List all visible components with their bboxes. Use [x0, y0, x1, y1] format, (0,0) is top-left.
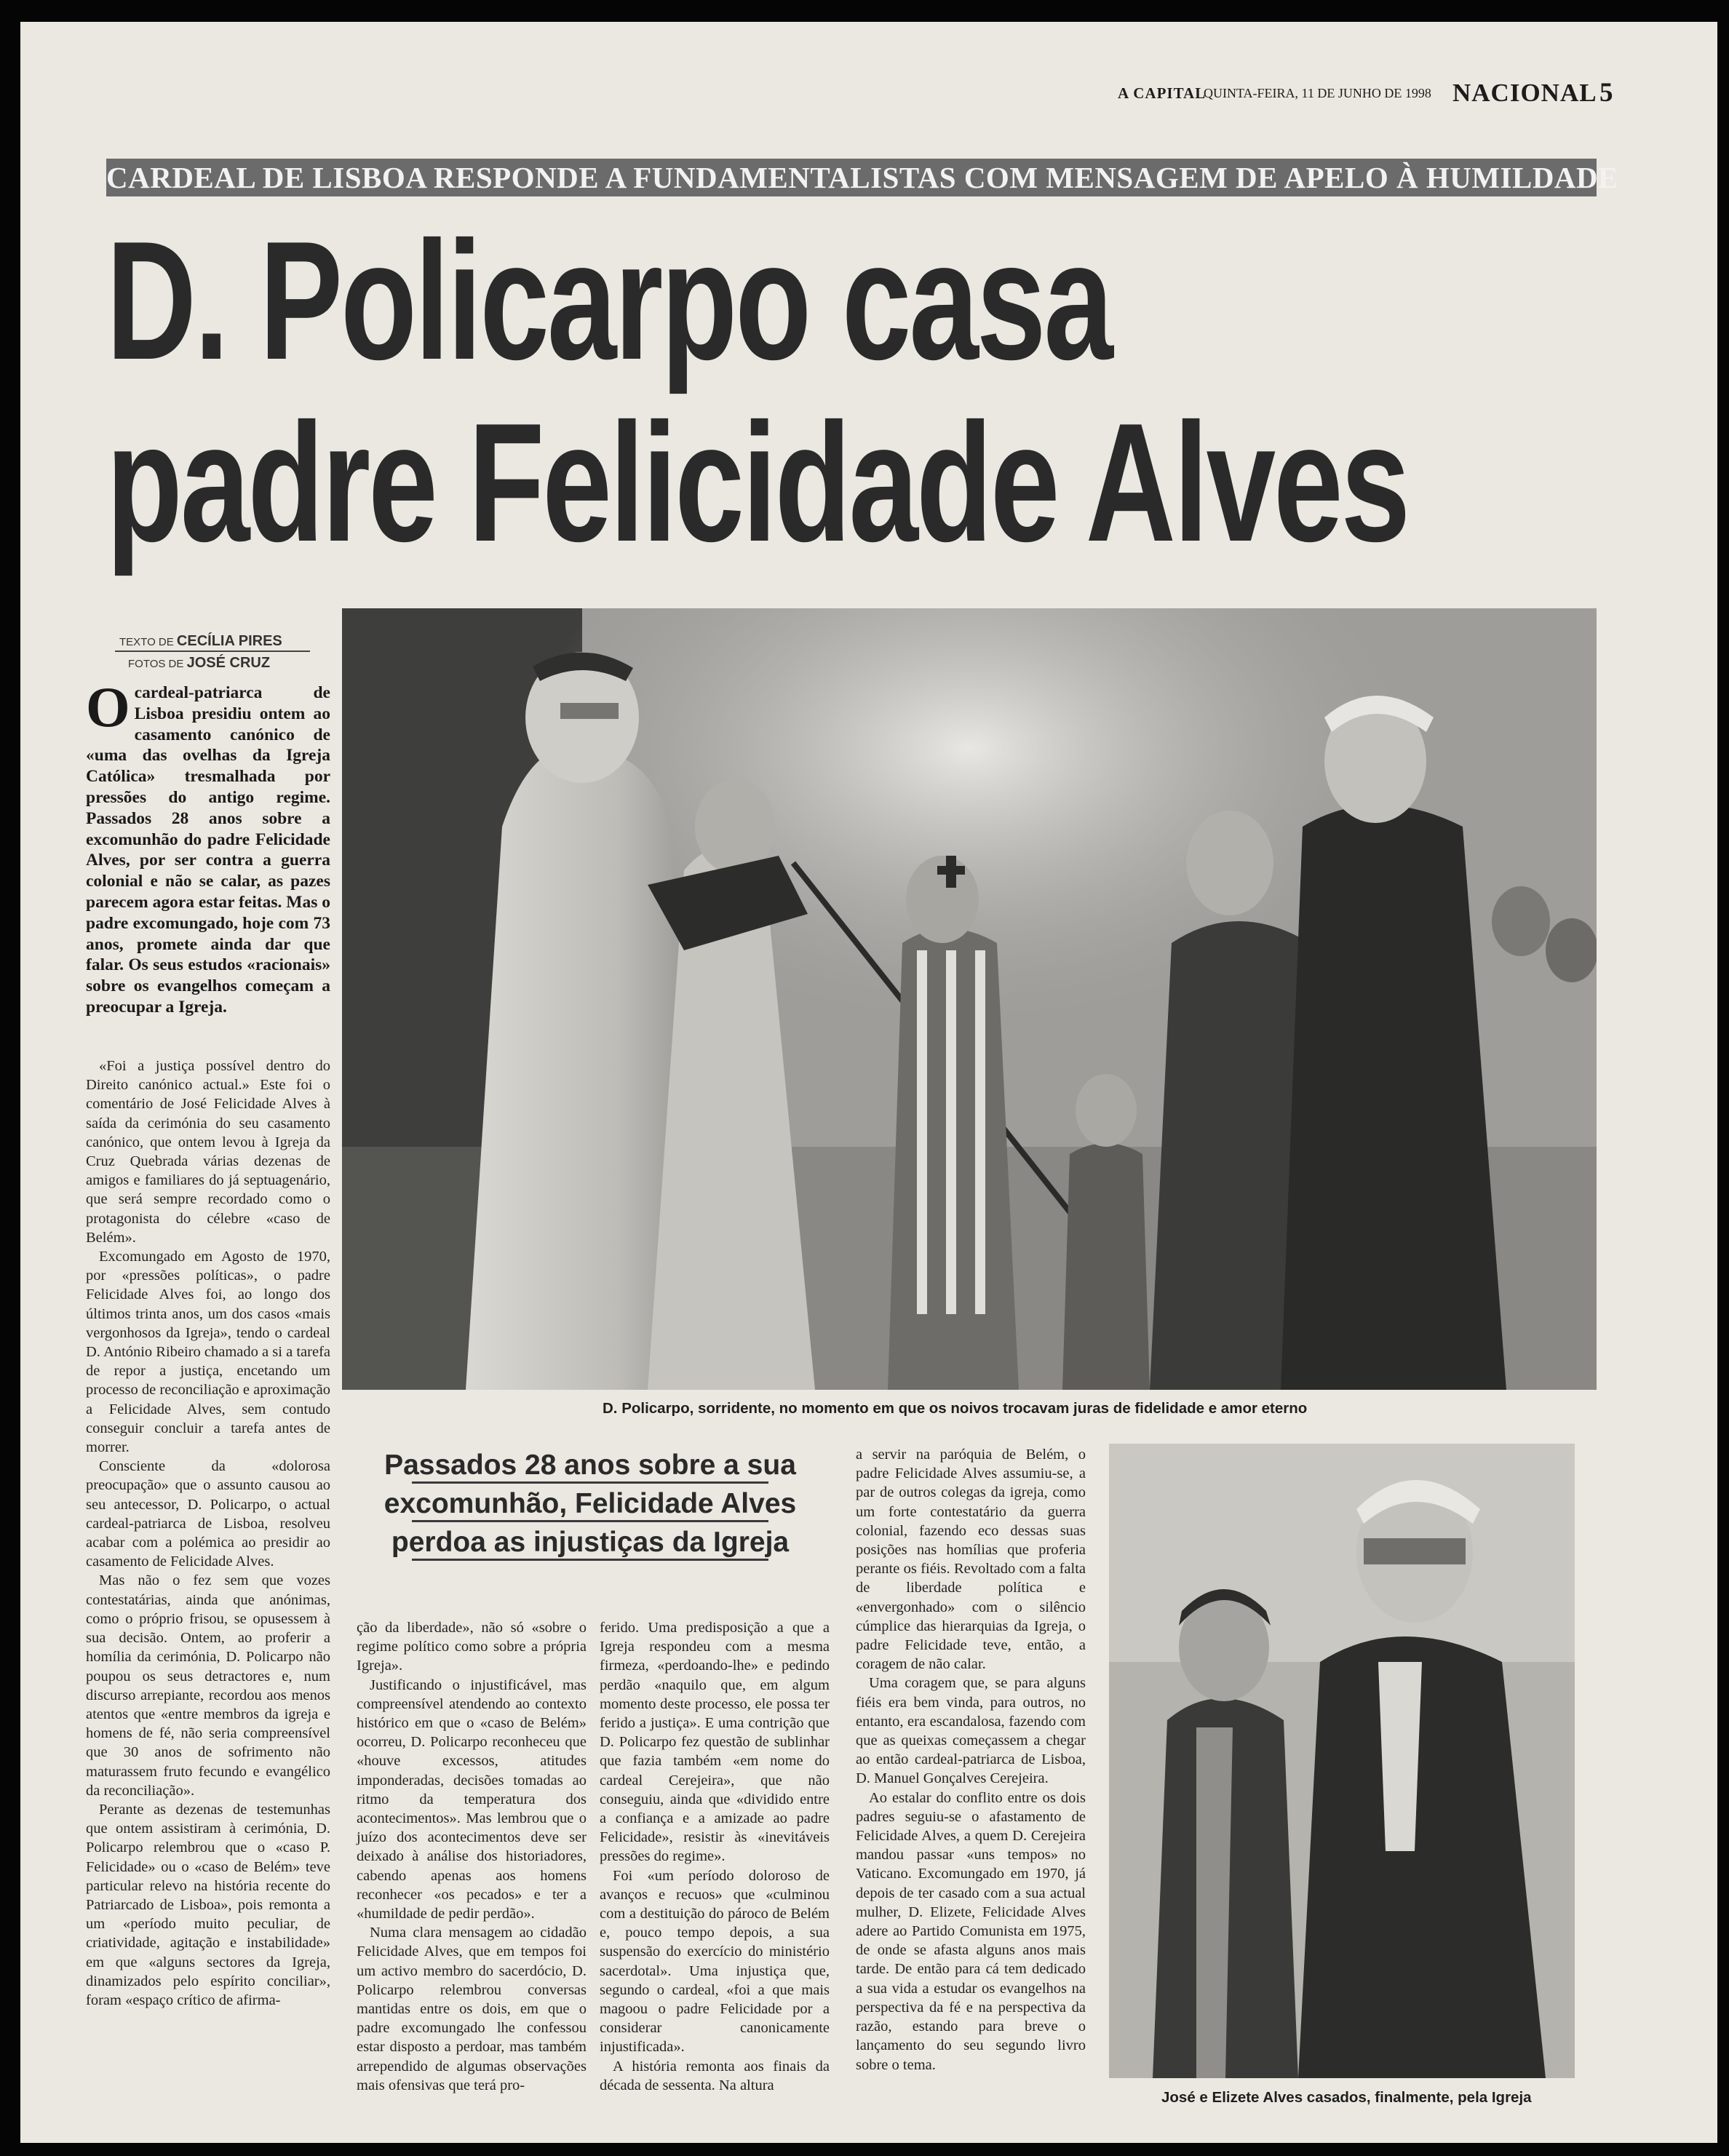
- drop-cap: O: [86, 675, 130, 739]
- paragraph: Consciente da «dolorosa preocupação» que o assunto causou ao seu antecessor, D. Policarpo, o actual cardeal-patriarca de Lisboa, resolveu acabar com a polémica ao presidir ao casamento de Felicidade Alves.: [86, 1458, 330, 1570]
- headline-line-2: padre Felicidade Alves: [106, 389, 1409, 577]
- headline-line-1: D. Policarpo casa: [106, 207, 1111, 395]
- article-column-2: [357, 1618, 587, 2095]
- subheadline-line-2: excomunhão, Felicidade Alves: [383, 1488, 797, 1519]
- main-photo-caption: D. Policarpo, sorridente, no momento em que os noivos trocavam juras de fidelidade e amor eterno: [603, 1400, 1308, 1417]
- byline-text-label: TEXTO DE: [119, 636, 174, 648]
- page-number: 5: [1599, 78, 1613, 108]
- paragraph: Uma coragem que, se para alguns fiéis era bem vinda, para outros, no entanto, era escandalosa, fazendo com que as queixas começassem a chegar ao então cardeal-patriarca de Lisboa, D. Manuel Gonçalves Cerejeira.: [856, 1675, 1086, 1787]
- paragraph: ferido. Uma predisposição a que a Igreja respondeu com a mesma firmeza, «perdoando-lhe» e pedindo perdão «naquilo que, em algum momento deste processo, ele possa ter ferido a justiça». E uma contrição que D. Policarpo fez questão de sublinhar que fazia também «em nome do cardeal Cerejeira», que não conseguiu, ainda que «dividido entre a confiança e a amizade ao padre Felicidade», resistir às «inevitáveis pressões do regime».: [600, 1620, 830, 1865]
- subheadline: [368, 1445, 812, 1561]
- paper-name: A CAPITAL: [1118, 84, 1207, 102]
- byline-rule: [115, 651, 310, 652]
- wedding-ceremony-photo: [342, 608, 1597, 1390]
- subheadline-line-1: Passados 28 anos sobre a sua: [384, 1449, 796, 1481]
- ceremony-photo-image: [342, 608, 1597, 1390]
- paragraph: ção da liberdade», não só «sobre o regime político como sobre a própria Igreja».: [357, 1620, 587, 1674]
- byline-text: [119, 633, 282, 650]
- paragraph: Numa clara mensagem ao cidadão Felicidade Alves, que em tempos foi um activo membro do sacerdócio, D. Policarpo relembrou conversas mantidas entre os dois, em que o padre excomungado lhe confessou estar disposto a perdoar, mas também arrependido de algumas observações mais ofensivas que terá pro-: [357, 1925, 587, 2093]
- paragraph: Excomungado em Agosto de 1970, por «pressões políticas», o padre Felicidade Alves foi, ao longo dos últimos trinta anos, um dos casos «mais vergonhosos da Igreja», tendo o cardeal D. António Ribeiro chamado a si a tarefa de repor a justiça, encetando um processo de reconciliação e aproximação a Felicidade Alves, sem contudo conseguir concluir a tarefa antes de morrer.: [86, 1249, 330, 1456]
- article-column-3: [600, 1618, 830, 2095]
- issue-date: QUINTA-FEIRA, 11 DE JUNHO DE 1998: [1204, 86, 1431, 100]
- lead-paragraph: [86, 675, 330, 1018]
- paragraph: a servir na paróquia de Belém, o padre Felicidade Alves assumiu-se, a par de outros colegas da igreja, como um forte contestatário da guerra colonial, fazendo eco dessas suas posições nas homílias que proferia perante os fiéis. Revoltado com a falta de liberdade política e «envergonhado» com o silêncio cúmplice das hierarquias da Igreja, o padre Felicidade teve, então, a coragem de não calar.: [856, 1447, 1086, 1673]
- subheadline-line-3: perdoa as injustiças da Igreja: [391, 1527, 790, 1558]
- couple-photo-caption: José e Elizete Alves casados, finalmente, pela Igreja: [1161, 2089, 1532, 2106]
- paragraph: A história remonta aos finais da década de sessenta. Na altura: [600, 2058, 830, 2093]
- kicker-band: CARDEAL DE LISBOA RESPONDE A FUNDAMENTALISTAS COM MENSAGEM DE APELO À HUMILDADE: [106, 159, 1597, 196]
- section-name: NACIONAL: [1452, 79, 1597, 107]
- byline-text-author: CECÍLIA PIRES: [176, 633, 282, 649]
- byline-photo-label: FOTOS DE: [128, 658, 184, 670]
- paragraph: Ao estalar do conflito entre os dois padres seguiu-se o afastamento de Felicidade Alves, a quem D. Cerejeira mandou passar «uns tempos» no Vaticano. Excomungado em 1970, já depois de ter casado com a sua actual mulher, D. Elizete, Felicidade Alves adere ao Partido Comunista em 1975, de onde se afasta alguns anos mais tarde. De então para cá tem dedicado a sua vida a estudar os evangelhos na perspectiva da fé e na perspectiva da razão, estando para breve o lançamento do seu segundo livro sobre o tema.: [856, 1789, 1086, 2073]
- byline-photo-author: JOSÉ CRUZ: [186, 655, 271, 671]
- paragraph: Justificando o injustificável, mas compreensível atendendo ao contexto histórico em que o «caso de Belém» ocorreu, D. Policarpo reconheceu que «houve excessos, atitudes imponderadas, decisões tomadas ao ritmo da temperatura dos acontecimentos». Mas lembrou que o juízo dos acontecimentos deve ser deixado à análise dos historiadores, cabendo apenas aos homens reconhecer «os pecados» e ter a «humildade de pedir perdão».: [357, 1676, 587, 1922]
- lead-text: cardeal-patriarca de Lisboa presidiu ontem ao casamento canónico de «uma das ovelhas da Igreja Católica» tresmalhada por pressões do antigo regime. Passados 28 anos sobre a excomunhão do padre Felicidade Alves, por ser contra a guerra colonial e não se calar, as pazes parecem agora estar feitas. Mas o padre excomungado, hoje com 73 anos, promete ainda dar que falar. Os seus estudos «racionais» sobre os evangelhos começam a preocupar a Igreja.: [86, 683, 330, 1017]
- article-column-4: [856, 1445, 1086, 2075]
- paragraph: «Foi a justiça possível dentro do Direito canónico actual.» Este foi o comentário de José Felicidade Alves à saída da cerimónia do seu casamento canónico, que ontem levou à Igreja da Cruz Quebrada várias dezenas de amigos e familiares do já septuagenário, que será sempre recordado como o protagonista do célebre «caso de Belém».: [86, 1058, 330, 1246]
- couple-photo-image: [1109, 1444, 1575, 2078]
- paragraph: Foi «um período doloroso de avanços e recuos» que «culminou com a destituição do pároco de Belém e, pouco tempo depois, a sua suspensão do exercício do ministério sacerdotal». Uma injustiça que, segundo o cardeal, «foi a que mais magoou o padre Felicidade por a considerar canonicamente injustificada».: [600, 1867, 830, 2056]
- byline-photo: [128, 655, 270, 672]
- article-column-1: [86, 1057, 330, 2010]
- newspaper-page: [20, 22, 1717, 2143]
- paragraph: Perante as dezenas de testemunhas que ontem assistiram à cerimónia, D. Policarpo relembrou que o «caso P. Felicidade» ou o «caso de Belém» teve particular relevo na história recente do Patriarcado de Lisboa», pois remonta a um «período muito peculiar, de criatividade, agitação e instabilidade» em que «alguns sectores da Igreja, dinamizados pelo espírito conciliar», foram «espaço crítico de afirma-: [86, 1801, 330, 2008]
- couple-photo: [1109, 1444, 1575, 2078]
- paragraph: Mas não o fez sem que vozes contestatárias, ainda que anónimas, como o próprio frisou, se opusessem à sua decisão. Ontem, ao proferir a homília da cerimónia, D. Policarpo não poupou os seus detractores e, num discurso arrepiante, recordou aos menos atentos que «entre membros da igreja e homens de fé, não seria compreensível que 30 anos de sofrimento não maturassem fruto fecundo e evangélico da reconciliação».: [86, 1572, 330, 1799]
